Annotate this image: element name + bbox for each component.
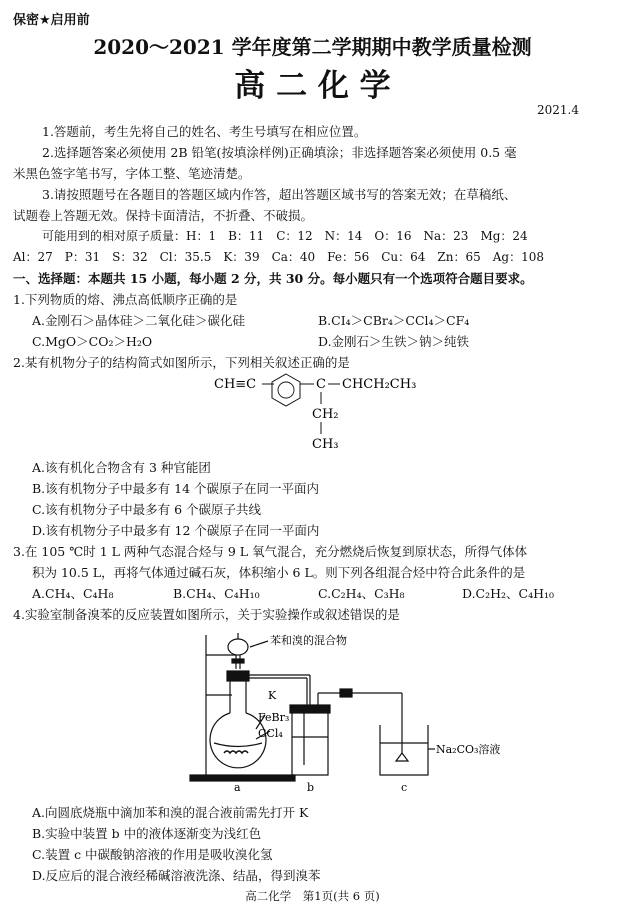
instruction-1: 1.答题前，考生先将自己的姓名、考生号填写在相应位置。	[42, 124, 367, 139]
label-b: b	[307, 781, 315, 794]
q3-stem-line-1: 3.在 105 ℃时 1 L 两种气态混合烃与 9 L 氧气混合，充分燃烧后恢复到原状态，所得气体体	[13, 544, 528, 559]
subject-title: 高 二 化 学	[234, 68, 391, 104]
q3-option-b: B.CH₄、C₄H₁₀	[173, 586, 260, 601]
q1-stem: 1.下列物质的熔、沸点高低顺序正确的是	[13, 292, 238, 307]
q3-option-d: D.C₂H₂、C₄H₁₀	[462, 586, 555, 601]
q4-option-c: C.装置 c 中碳酸钠溶液的作用是吸收溴化氢	[32, 847, 273, 862]
struct-ch2: CH₂	[312, 407, 339, 422]
label-ccl4: CCl₄	[258, 727, 283, 740]
q1-option-d: D.金刚石＞生铁＞钠＞纯铁	[318, 334, 470, 349]
atomic-mass-line-2: Al：27 P：31 S：32 Cl：35.5 K：39 Ca：40 Fe：56 Cu：64 Zn：65 Ag：108	[13, 250, 544, 264]
confidential-mark: 保密★启用前	[13, 13, 90, 28]
q4-option-b: B.实验中装置 b 中的液体逐渐变为浅红色	[32, 826, 262, 841]
section-heading: 一、选择题：本题共 15 小题，每小题 2 分，共 30 分。每小题只有一个选项符合题目要求。	[13, 271, 533, 286]
label-c: c	[401, 781, 408, 794]
q1-option-b: B.CI₄＞CBr₄＞CCl₄＞CF₄	[318, 313, 470, 328]
instruction-3: 3.请按照题号在各题目的答题区域内作答，超出答题区域书写的答案无效；在草稿纸、	[42, 187, 517, 202]
exam-title: 2020～2021 学年度第二学期期中教学质量检测	[93, 35, 532, 59]
label-valve-k: K	[268, 689, 277, 702]
label-na2co3: Na₂CO₃溶液	[436, 743, 501, 756]
q3-option-c: C.C₂H₄、C₃H₈	[318, 586, 405, 601]
q2-structural-formula	[200, 370, 460, 455]
instruction-2-cont: 米黑色签字笔书写，字体工整、笔迹清楚。	[13, 166, 251, 181]
q2-option-b: B.该有机物分子中最多有 14 个碳原子在同一平面内	[32, 481, 320, 496]
benzene-ring	[272, 374, 300, 406]
q4-option-a: A.向圆底烧瓶中滴加苯和溴的混合液前需先打开 K	[32, 805, 309, 820]
instruction-2: 2.选择题答案必须使用 2B 铅笔(按填涂样例)正确填涂；非选择题答案必须使用 0.5 毫	[42, 145, 517, 160]
q2-option-c: C.该有机物分子中最多有 6 个碳原子共线	[32, 502, 261, 517]
struct-ch3: CH₃	[312, 437, 339, 452]
label-febr3: FeBr₃	[258, 711, 290, 724]
q4-option-d: D.反应后的混合液经稀碱溶液洗涤、结晶，得到溴苯	[32, 868, 321, 883]
label-mixture: 苯和溴的混合物	[270, 634, 347, 647]
q3-stem-line-2: 积为 10.5 L，再将气体通过碱石灰，体积缩小 6 L。则下列各组混合烃中符合此条件的是	[32, 565, 526, 580]
label-a: a	[234, 781, 241, 794]
q2-stem: 2.某有机物分子的结构简式如图所示，下列相关叙述正确的是	[13, 355, 350, 370]
q2-option-d: D.该有机物分子中最多有 12 个碳原子在同一平面内	[32, 523, 320, 538]
q4-apparatus-diagram	[180, 625, 510, 795]
instruction-3-cont: 试题卷上答题无效。保持卡面清洁，不折叠、不破损。	[13, 208, 314, 223]
q2-option-a: A.该有机化合物含有 3 种官能团	[32, 460, 211, 475]
atomic-mass-line-1: 可能用到的相对原子质量：H：1 B：11 C：12 N：14 O：16 Na：23 Mg：24	[42, 229, 528, 243]
q1-option-a: A.金刚石＞晶体硅＞二氧化硅＞碳化硅	[32, 313, 246, 328]
struct-center-carbon: C	[316, 377, 326, 392]
struct-left-group: CH≡C	[214, 377, 257, 392]
struct-right-group: CHCH₂CH₃	[342, 377, 417, 392]
q3-option-a: A.CH₄、C₄H₈	[32, 586, 114, 601]
q4-stem: 4.实验室制备溴苯的反应装置如图所示，关于实验操作或叙述错误的是	[13, 607, 400, 622]
exam-date: 2021.4	[537, 103, 579, 117]
q1-option-c: C.MgO＞CO₂＞H₂O	[32, 334, 153, 349]
page-footer: 高二化学 第1页(共 6 页)	[245, 889, 380, 903]
